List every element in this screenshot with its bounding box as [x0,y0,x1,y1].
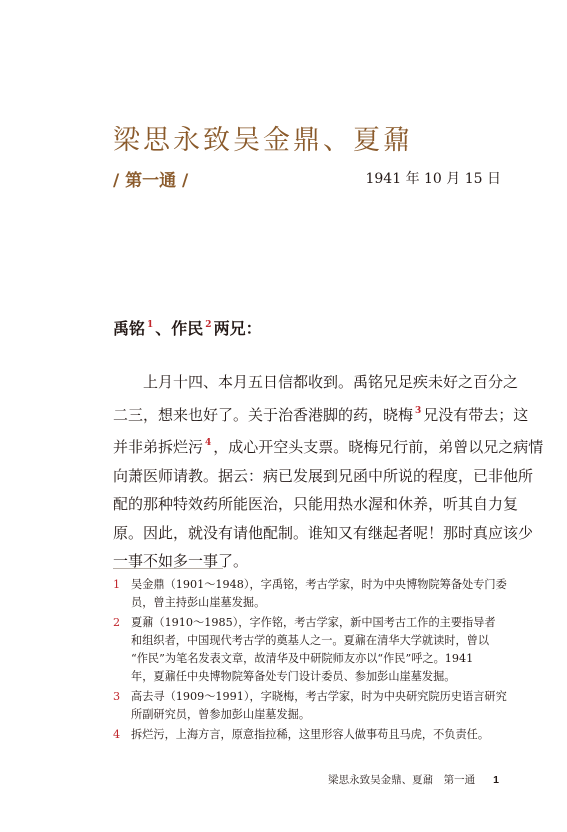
running-title: 梁思永致吴金鼎、夏鼐 第一通 [328,774,476,786]
body-line: 上月十四、本月五日信都收到。禹铭兄足疾未好之百分之 [143,373,519,391]
footnote-text: 拆烂污，上海方言，原意指拉稀，这里形容人做事苟且马虎，不负责任。 [131,728,490,741]
footnote-item [113,688,508,724]
page-number: 1 [493,774,499,786]
letter-title: 梁思永致吴金鼎、夏鼐 [113,125,413,156]
footnote-number: 2 [113,616,121,629]
footnote-item [113,614,508,686]
footnote-number: 1 [113,578,121,591]
body-line: 向萧医师请教。据云：病已发展到兄函中所说的程度，已非他所 [113,466,534,485]
footnote-item [113,576,508,612]
body-line: 配的那种特效药所能医治，只能用热水渥和休养，听其自力复 [113,495,519,513]
salutation-tail: 两兄： [213,319,262,338]
body-line: 原。因此，就没有请他配制。谁知又有继起者呢！那时真应该少 [113,523,534,542]
footnote-text: 高去寻（1909～1991），字晓梅，考古学家，时为中央研究院历史语言研究 所副研究员，曾参加彭山崖墓发掘。 [131,690,507,721]
salutation-name-1: 禹铭 [113,319,146,338]
footnote-item [113,726,508,744]
body-line: 二三，想来也好了。关于治香港脚的药，晓梅 $^3$ 兄没有带去；这 [113,405,529,424]
body-line: 一事不如多一事了。 [113,552,249,570]
salutation [113,316,262,339]
footnote-ref-4[interactable]: 4 [205,438,212,448]
salutation-separator: 、作民 [155,319,204,338]
footnote-ref-1[interactable]: 1 [147,320,154,330]
footnote-ref-2[interactable]: 2 [205,320,212,330]
footnotes [113,576,508,746]
footnote-text: 夏鼐（1910～1985），字作铭，考古学家，新中国考古工作的主要指导者 和组织者，中国现代考古学的奠基人之一。夏鼐在清华大学就读时，曾以 “作民”为笔名发表文章，故清华及中研院师友亦以“作民”呼之。1941 年，夏鼐任中央博物院筹备处专门设计委员、参加彭山崖墓发掘。 [131,616,496,683]
letter-date: 1941 年 10 月 15 日 [365,171,501,187]
letter-subtitle: / 第一通 / [113,171,189,191]
page-footer [328,772,499,787]
body-line: 并非弟拆烂污 $^4$ ，成心开空头支票。晓梅兄行前，弟曾以兄之病情 [113,438,544,456]
footnote-text: 吴金鼎（1901～1948），字禹铭，考古学家，时为中央博物院筹备处专门委 员，曾主持彭山崖墓发掘。 [131,578,507,609]
footnote-number: 3 [113,690,121,703]
footnote-ref-3[interactable]: 3 [415,405,422,416]
footnote-number: 4 [113,728,121,741]
footnote-divider [113,568,223,569]
letter-body [113,368,544,576]
